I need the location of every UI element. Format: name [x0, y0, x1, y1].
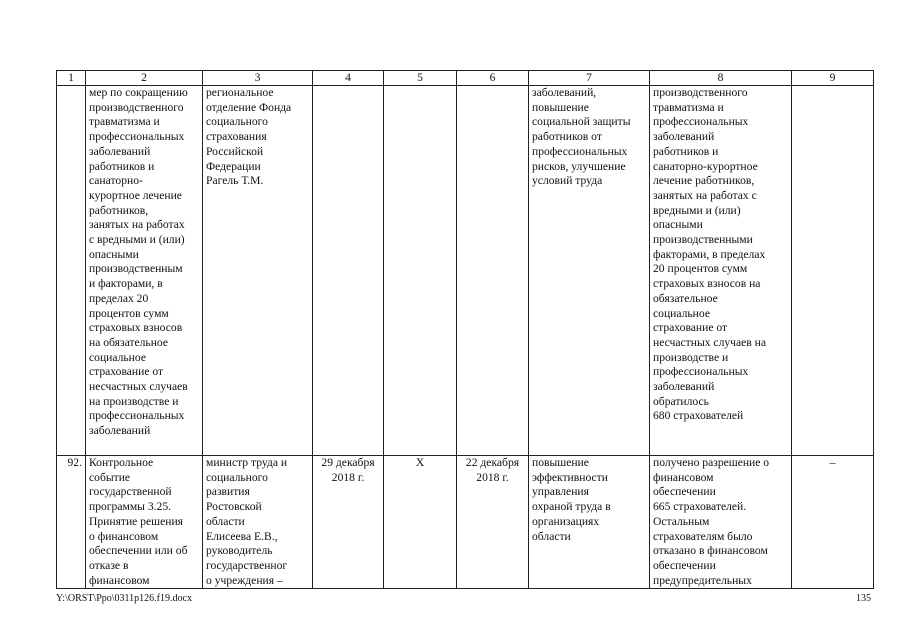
- event-cell: Контрольное событие государственной программы 3.25. Принятие решения о финансовом обеспечении или об отказе в финансовом: [86, 456, 203, 589]
- column-number: 1: [57, 71, 86, 86]
- note-cell: [792, 86, 874, 456]
- actual-result-cell: производственного травматизма и профессиональных заболеваний работников и санаторно-курортное лечение работников, занятых на работах с вредными и (или) опасными производственными факторами, в пределах 20 процентов сумм страховых взносов на обязательное социальное страхование от несчастных случаев на производстве и профессиональных заболеваний обратилось 680 страхователей: [650, 86, 792, 456]
- column-number: 2: [86, 71, 203, 86]
- column-number: 5: [384, 71, 457, 86]
- column-number: 6: [457, 71, 529, 86]
- responsible-cell: министр труда и социального развития Ростовской области Елисеева Е.В., руководитель государственног о учреждения –: [203, 456, 313, 589]
- responsible-cell: региональное отделение Фонда социального страхования Российской Федерации Рагель Т.М.: [203, 86, 313, 456]
- plan-date-cell: [313, 86, 384, 456]
- result-cell: заболеваний, повышение социальной защиты работников от профессиональных рисков, улучшение условий труда: [529, 86, 650, 456]
- plan-date-cell: 29 декабря 2018 г.: [313, 456, 384, 589]
- row-number-cell: 92.: [57, 456, 86, 589]
- row-number-cell: [57, 86, 86, 456]
- actual-result-cell: получено разрешение о финансовом обеспечении 665 страхователей. Остальным страхователям было отказано в финансовом обеспечении предупредительных: [650, 456, 792, 589]
- fact-date-cell: 22 декабря 2018 г.: [457, 456, 529, 589]
- table-row: [57, 86, 874, 456]
- document-table: [56, 70, 874, 589]
- result-cell: повышение эффективности управления охраной труда в организациях области: [529, 456, 650, 589]
- note-cell: –: [792, 456, 874, 589]
- x-cell: Х: [384, 456, 457, 589]
- table-row: [57, 456, 874, 589]
- x-cell: [384, 86, 457, 456]
- column-number: 8: [650, 71, 792, 86]
- column-number: 4: [313, 71, 384, 86]
- column-number: 7: [529, 71, 650, 86]
- column-number-row: [57, 71, 874, 86]
- footer-file-path: Y:\ORST\Ppo\0311p126.f19.docx: [56, 593, 192, 604]
- event-cell: мер по сокращению производственного травматизма и профессиональных заболеваний работников и санаторно- курортное лечение работников, занятых на работах с вредными и (или) опасными производственным и факторами, в пределах 20 процентов сумм страховых взносов на обязательное социальное страхование от несчастных случаев на производстве и профессиональных заболеваний: [86, 86, 203, 456]
- page-number: 135: [856, 593, 871, 604]
- fact-date-cell: [457, 86, 529, 456]
- column-number: 3: [203, 71, 313, 86]
- column-number: 9: [792, 71, 874, 86]
